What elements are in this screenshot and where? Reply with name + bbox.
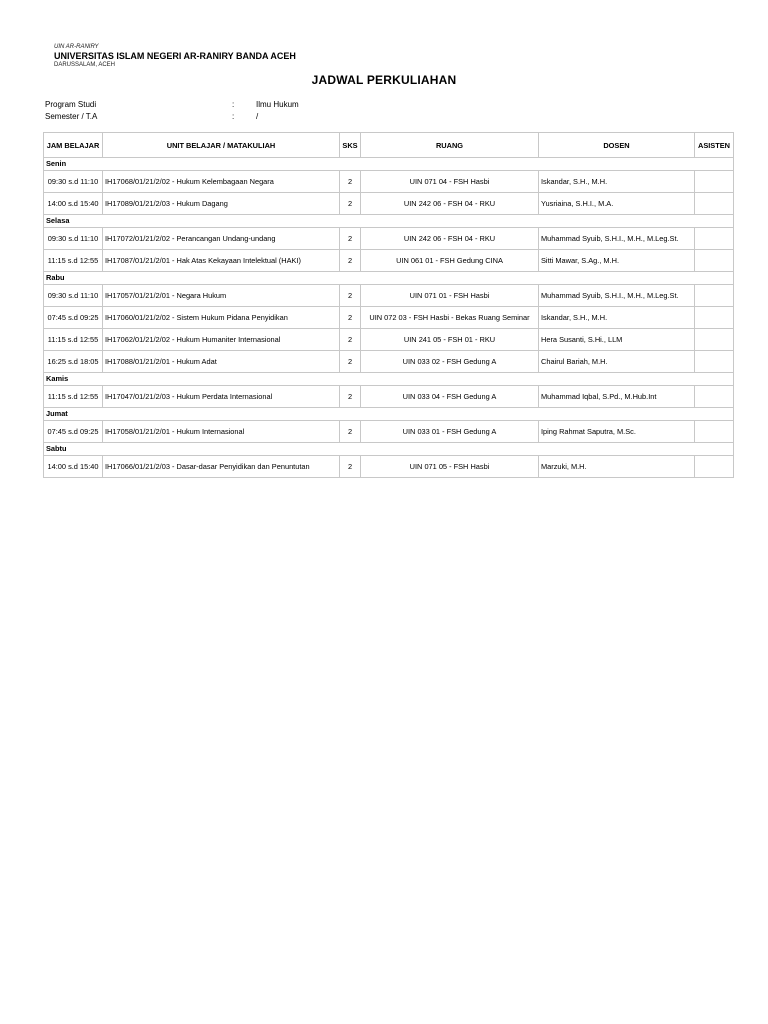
day-label: Selasa	[44, 215, 734, 228]
assistant-cell	[695, 386, 734, 408]
header-unit: UNIT BELAJAR / MATAKULIAH	[103, 133, 340, 158]
time-cell: 14:00 s.d 15:40	[44, 193, 103, 215]
assistant-cell	[695, 228, 734, 250]
lecturer-cell: Muhammad Syuib, S.H.I., M.H., M.Leg.St.	[539, 285, 695, 307]
sks-cell: 2	[340, 421, 361, 443]
day-row	[44, 373, 734, 386]
day-label: Jumat	[44, 408, 734, 421]
day-row	[44, 215, 734, 228]
program-row	[45, 99, 299, 111]
course-cell: IH17072/01/21/2/02 - Perancangan Undang-undang	[103, 228, 340, 250]
course-cell: IH17088/01/21/2/01 - Hukum Adat	[103, 351, 340, 373]
program-value: Ilmu Hukum	[256, 100, 299, 109]
time-cell: 14:00 s.d 15:40	[44, 456, 103, 478]
sks-cell: 2	[340, 351, 361, 373]
time-cell: 07:45 s.d 09:25	[44, 421, 103, 443]
document-title: JADWAL PERKULIAHAN	[311, 73, 457, 87]
course-cell: IH17057/01/21/2/01 - Negara Hukum	[103, 285, 340, 307]
institution-header	[54, 43, 296, 69]
time-cell: 11:15 s.d 12:55	[44, 329, 103, 351]
room-cell: UIN 072 03 - FSH Hasbi - Bekas Ruang Seminar	[361, 307, 539, 329]
header-asisten: ASISTEN	[695, 133, 734, 158]
course-row	[44, 329, 734, 351]
program-colon: :	[232, 100, 235, 109]
room-cell: UIN 033 01 - FSH Gedung A	[361, 421, 539, 443]
lecturer-cell: Sitti Mawar, S.Ag., M.H.	[539, 250, 695, 272]
schedule-body	[44, 158, 734, 478]
header-ruang: RUANG	[361, 133, 539, 158]
time-cell: 11:15 s.d 12:55	[44, 250, 103, 272]
lecturer-cell: Iping Rahmat Saputra, M.Sc.	[539, 421, 695, 443]
assistant-cell	[695, 421, 734, 443]
sks-cell: 2	[340, 285, 361, 307]
lecturer-cell: Muhammad Syuib, S.H.I., M.H., M.Leg.St.	[539, 228, 695, 250]
room-cell: UIN 061 01 - FSH Gedung CINA	[361, 250, 539, 272]
course-row	[44, 285, 734, 307]
course-cell: IH17087/01/21/2/01 - Hak Atas Kekayaan Intelektual (HAKI)	[103, 250, 340, 272]
day-row	[44, 158, 734, 171]
assistant-cell	[695, 193, 734, 215]
room-cell: UIN 071 01 - FSH Hasbi	[361, 285, 539, 307]
course-cell: IH17060/01/21/2/02 - Sistem Hukum Pidana Penyidikan	[103, 307, 340, 329]
day-label: Senin	[44, 158, 734, 171]
room-cell: UIN 071 05 - FSH Hasbi	[361, 456, 539, 478]
university-name: UNIVERSITAS ISLAM NEGERI AR-RANIRY BANDA ACEH	[54, 51, 296, 61]
room-cell: UIN 033 02 - FSH Gedung A	[361, 351, 539, 373]
header-sks: SKS	[340, 133, 361, 158]
day-label: Sabtu	[44, 443, 734, 456]
time-cell: 09:30 s.d 11:10	[44, 171, 103, 193]
semester-row	[45, 111, 299, 123]
assistant-cell	[695, 285, 734, 307]
room-cell: UIN 241 05 - FSH 01 - RKU	[361, 329, 539, 351]
assistant-cell	[695, 171, 734, 193]
course-row	[44, 307, 734, 329]
program-info	[45, 99, 299, 123]
assistant-cell	[695, 456, 734, 478]
sks-cell: 2	[340, 193, 361, 215]
course-row	[44, 351, 734, 373]
schedule-table	[43, 132, 734, 478]
room-cell: UIN 071 04 - FSH Hasbi	[361, 171, 539, 193]
course-cell: IH17089/01/21/2/03 - Hukum Dagang	[103, 193, 340, 215]
lecturer-cell: Hera Susanti, S.Hi., LLM	[539, 329, 695, 351]
schedule-header	[44, 133, 734, 158]
lecturer-cell: Chairul Bariah, M.H.	[539, 351, 695, 373]
course-row	[44, 386, 734, 408]
time-cell: 09:30 s.d 11:10	[44, 285, 103, 307]
room-cell: UIN 242 06 - FSH 04 - RKU	[361, 228, 539, 250]
course-row	[44, 456, 734, 478]
lecturer-cell: Marzuki, M.H.	[539, 456, 695, 478]
semester-value: /	[256, 112, 259, 121]
day-label: Kamis	[44, 373, 734, 386]
semester-label: Semester / T.A	[45, 112, 98, 121]
course-cell: IH17066/01/21/2/03 - Dasar-dasar Penyidikan dan Penuntutan	[103, 456, 340, 478]
course-cell: IH17062/01/21/2/02 - Hukum Humaniter Internasional	[103, 329, 340, 351]
sks-cell: 2	[340, 456, 361, 478]
room-cell: UIN 242 06 - FSH 04 - RKU	[361, 193, 539, 215]
day-row	[44, 408, 734, 421]
institution-short-name: UIN AR-RANIRY	[54, 44, 99, 50]
assistant-cell	[695, 329, 734, 351]
sks-cell: 2	[340, 228, 361, 250]
sks-cell: 2	[340, 250, 361, 272]
course-cell: IH17058/01/21/2/01 - Hukum Internasional	[103, 421, 340, 443]
lecturer-cell: Yusriaina, S.H.I., M.A.	[539, 193, 695, 215]
course-row	[44, 171, 734, 193]
time-cell: 09:30 s.d 11:10	[44, 228, 103, 250]
course-row	[44, 193, 734, 215]
time-cell: 16:25 s.d 18:05	[44, 351, 103, 373]
day-label: Rabu	[44, 272, 734, 285]
assistant-cell	[695, 351, 734, 373]
header-dosen: DOSEN	[539, 133, 695, 158]
day-row	[44, 272, 734, 285]
lecturer-cell: Iskandar, S.H., M.H.	[539, 171, 695, 193]
time-cell: 07:45 s.d 09:25	[44, 307, 103, 329]
semester-colon: :	[232, 112, 235, 121]
room-cell: UIN 033 04 - FSH Gedung A	[361, 386, 539, 408]
assistant-cell	[695, 307, 734, 329]
assistant-cell	[695, 250, 734, 272]
lecturer-cell: Muhammad Iqbal, S.Pd., M.Hub.Int	[539, 386, 695, 408]
sks-cell: 2	[340, 386, 361, 408]
lecturer-cell: Iskandar, S.H., M.H.	[539, 307, 695, 329]
sks-cell: 2	[340, 171, 361, 193]
course-row	[44, 228, 734, 250]
course-cell: IH17047/01/21/2/03 - Hukum Perdata Internasional	[103, 386, 340, 408]
sks-cell: 2	[340, 329, 361, 351]
course-cell: IH17068/01/21/2/02 - Hukum Kelembagaan Negara	[103, 171, 340, 193]
header-row	[44, 133, 734, 158]
institution-address: DARUSSALAM, ACEH	[54, 62, 116, 68]
time-cell: 11:15 s.d 12:55	[44, 386, 103, 408]
course-row	[44, 421, 734, 443]
program-label: Program Studi	[45, 100, 97, 109]
course-row	[44, 250, 734, 272]
header-jam: JAM BELAJAR	[44, 133, 103, 158]
day-row	[44, 443, 734, 456]
sks-cell: 2	[340, 307, 361, 329]
